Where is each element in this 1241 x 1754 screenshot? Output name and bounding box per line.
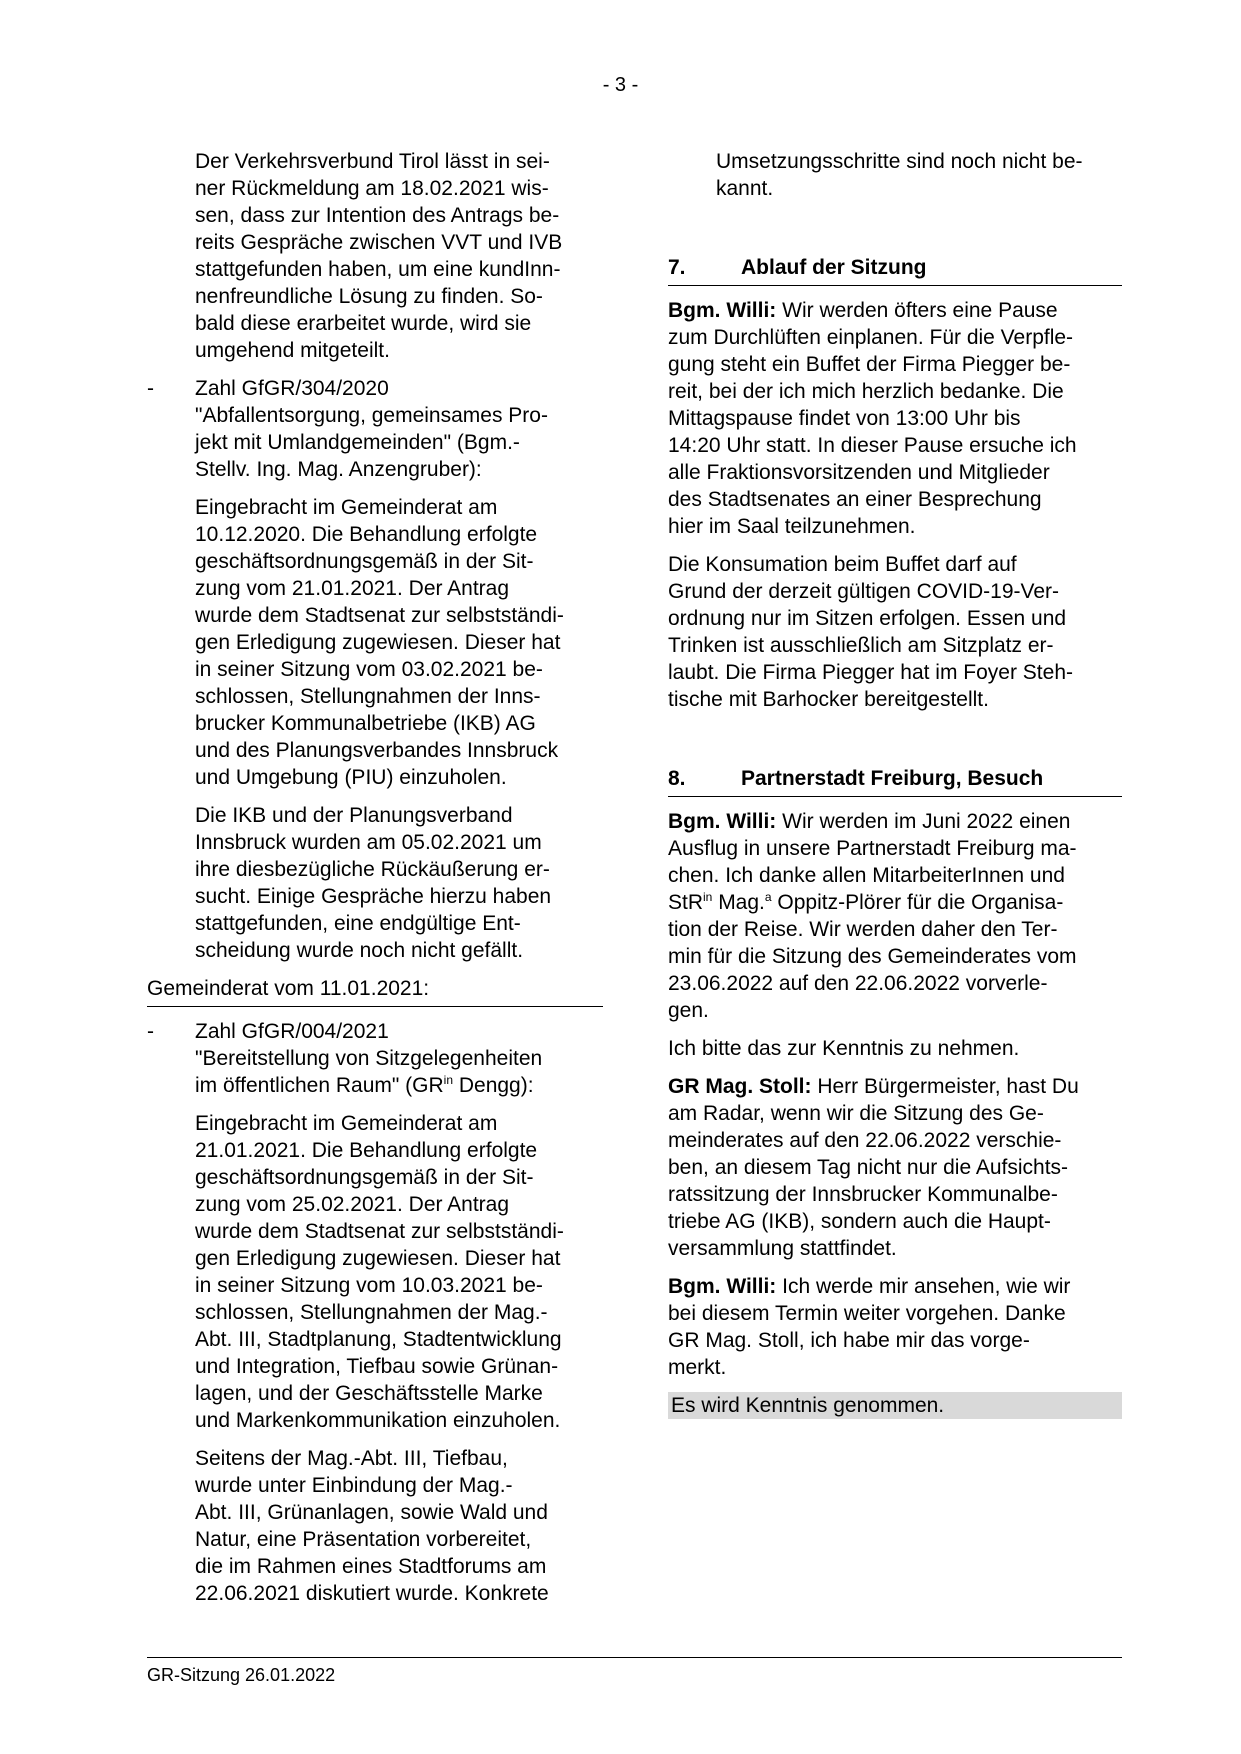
paragraph-vvt-response: Der Verkehrsverbund Tirol lässt in sei- ner Rückmeldung am 18.02.2021 wis- sen, dass zur Intention des Antrags be- reits Gespräche zwischen VVT und IVB stattgefunden haben, um eine kundInn- nenfreundliche Lösung zu finden. So- bald diese erarbeitet wurde, wird sie umgehend mitgeteilt. (195, 150, 563, 362)
section-number: 7. (668, 256, 686, 279)
section-number: 8. (668, 767, 686, 790)
footer-divider (147, 1657, 1122, 1658)
list-dash: - (147, 1020, 154, 1043)
section-title: Ablauf der Sitzung (741, 256, 927, 279)
speaker-name: Bgm. Willi: (668, 810, 777, 833)
paragraph-bgm-willi-antwort: Bgm. Willi: Ich werde mir ansehen, wie wir bei diesem Termin weiter vorgehen. Danke GR Mag. Stoll, ich habe mir das vorge- merkt. (668, 1275, 1071, 1379)
footer-text: GR-Sitzung 26.01.2022 (147, 1665, 336, 1685)
paragraph-bgm-willi-freiburg: Bgm. Willi: Wir werden im Juni 2022 einen Ausflug in unsere Partnerstadt Freiburg ma- chen. Ich danke allen MitarbeiterInnen und StR$^{in}$ Mag.$^a$ Oppitz-Plörer für die Organisa- tion der Reise. Wir werden daher den Ter- min für die Sitzung des Gemeinderates vom 23.06.2022 auf den 22.06.2022 vorverle- gen. (668, 810, 1077, 1022)
left-column (147, 148, 603, 1618)
list-item-gfgr-004-2021: - Zahl GfGR/004/2021 "Bereitstellung von Sitzgelegenheiten im öffentlichen Raum" ($GR^{in}$ Dengg): (147, 1020, 543, 1097)
paragraph-kenntnis-bitte: Ich bitte das zur Kenntnis zu nehmen. (668, 1037, 1020, 1060)
paragraph-konsumation: Die Konsumation beim Buffet darf auf Grund der derzeit gültigen COVID-19-Ver- ordnung nur im Sitzen erfolgen. Essen und Trinken ist ausschließlich am Sitzplatz er- laubt. Die Firma Piegger hat im Foyer Steh- tische mit Barhocker bereitgestellt. (668, 553, 1073, 711)
section-heading-8 (668, 765, 1122, 797)
paragraph-umsetzungsschritte: Umsetzungsschritte sind noch nicht be- kannt. (716, 150, 1083, 200)
list-item-gfgr-304-2020: - Zahl GfGR/304/2020 "Abfallentsorgung, gemeinsames Pro- jekt mit Umlandgemeinden" (Bgm.- Stellv. Ing. Mag. Anzengruber): (147, 377, 548, 481)
page-number: - 3 - (602, 74, 639, 96)
paragraph-ikb-planungsverband: Die IKB und der Planungsverband Innsbruck wurden am 05.02.2021 um ihre diesbezügliche Rückäußerung er- sucht. Einige Gespräche hierzu haben stattgefunden, eine endgültige Ent- scheidung wurde noch nicht gefällt. (195, 804, 552, 962)
subheading-gemeinderat: Gemeinderat vom 11.01.2021: (147, 975, 603, 1007)
list-dash: - (147, 377, 154, 400)
note-kenntnis-genommen: Es wird Kenntnis genommen. (668, 1392, 1122, 1419)
paragraph-eingebracht-2020: Eingebracht im Gemeinderat am 10.12.2020. Die Behandlung erfolgte geschäftsordnungsgemäß in der Sit- zung vom 21.01.2021. Der Antrag wurde dem Stadtsenat zur selbstständi- gen Erledigung zugewiesen. Dieser hat in seiner Sitzung vom 03.02.2021 be- schlossen, Stellungnahmen der Inns- brucker Kommunalbetriebe (IKB) AG und des Planungsverbandes Innsbruck und Umgebung (PIU) einzuholen. (195, 496, 564, 789)
speaker-name: Bgm. Willi: (668, 1275, 777, 1298)
speaker-name: Bgm. Willi: (668, 299, 777, 322)
speaker-name: GR Mag. Stoll: (668, 1075, 812, 1098)
right-column (668, 148, 1122, 1430)
section-title: Partnerstadt Freiburg, Besuch (741, 767, 1044, 790)
paragraph-gr-stoll: GR Mag. Stoll: Herr Bürgermeister, hast Du am Radar, wenn wir die Sitzung des Ge- meinderates auf den 22.06.2022 verschie- ben, an diesem Tag nicht nur die Aufsichts- ratssitzung der Innsbrucker Kommunalbe- triebe AG (IKB), sondern auch die Haupt- versammlung stattfindet. (668, 1075, 1079, 1260)
paragraph-tiefbau: Seitens der Mag.-Abt. III, Tiefbau, wurde unter Einbindung der Mag.- Abt. III, Grünanlagen, sowie Wald und Natur, eine Präsentation vorbereitet, die im Rahmen eines Stadtforums am 22.06.2021 diskutiert wurde. Konkrete (195, 1447, 549, 1605)
paragraph-eingebracht-2021: Eingebracht im Gemeinderat am 21.01.2021. Die Behandlung erfolgte geschäftsordnungsgemäß in der Sit- zung vom 25.02.2021. Der Antrag wurde dem Stadtsenat zur selbstständi- gen Erledigung zugewiesen. Dieser hat in seiner Sitzung vom 10.03.2021 be- schlossen, Stellungnahmen der Mag.- Abt. III, Stadtplanung, Stadtentwicklung und Integration, Tiefbau sowie Grünan- lagen, und der Geschäftsstelle Marke und Markenkommunikation einzuholen. (195, 1112, 564, 1432)
section-heading-7 (668, 254, 1122, 286)
paragraph-bgm-willi-pause: Bgm. Willi: Wir werden öfters eine Pause zum Durchlüften einplanen. Für die Verpfle- gung steht ein Buffet der Firma Piegger be- reit, bei der ich mich herzlich bedanke. Die Mittagspause findet von 13:00 Uhr bis 14:20 Uhr statt. In dieser Pause ersuche ich alle Fraktionsvorsitzenden und Mitglieder des Stadtsenates an einer Besprechung hier im Saal teilzunehmen. (668, 299, 1077, 538)
